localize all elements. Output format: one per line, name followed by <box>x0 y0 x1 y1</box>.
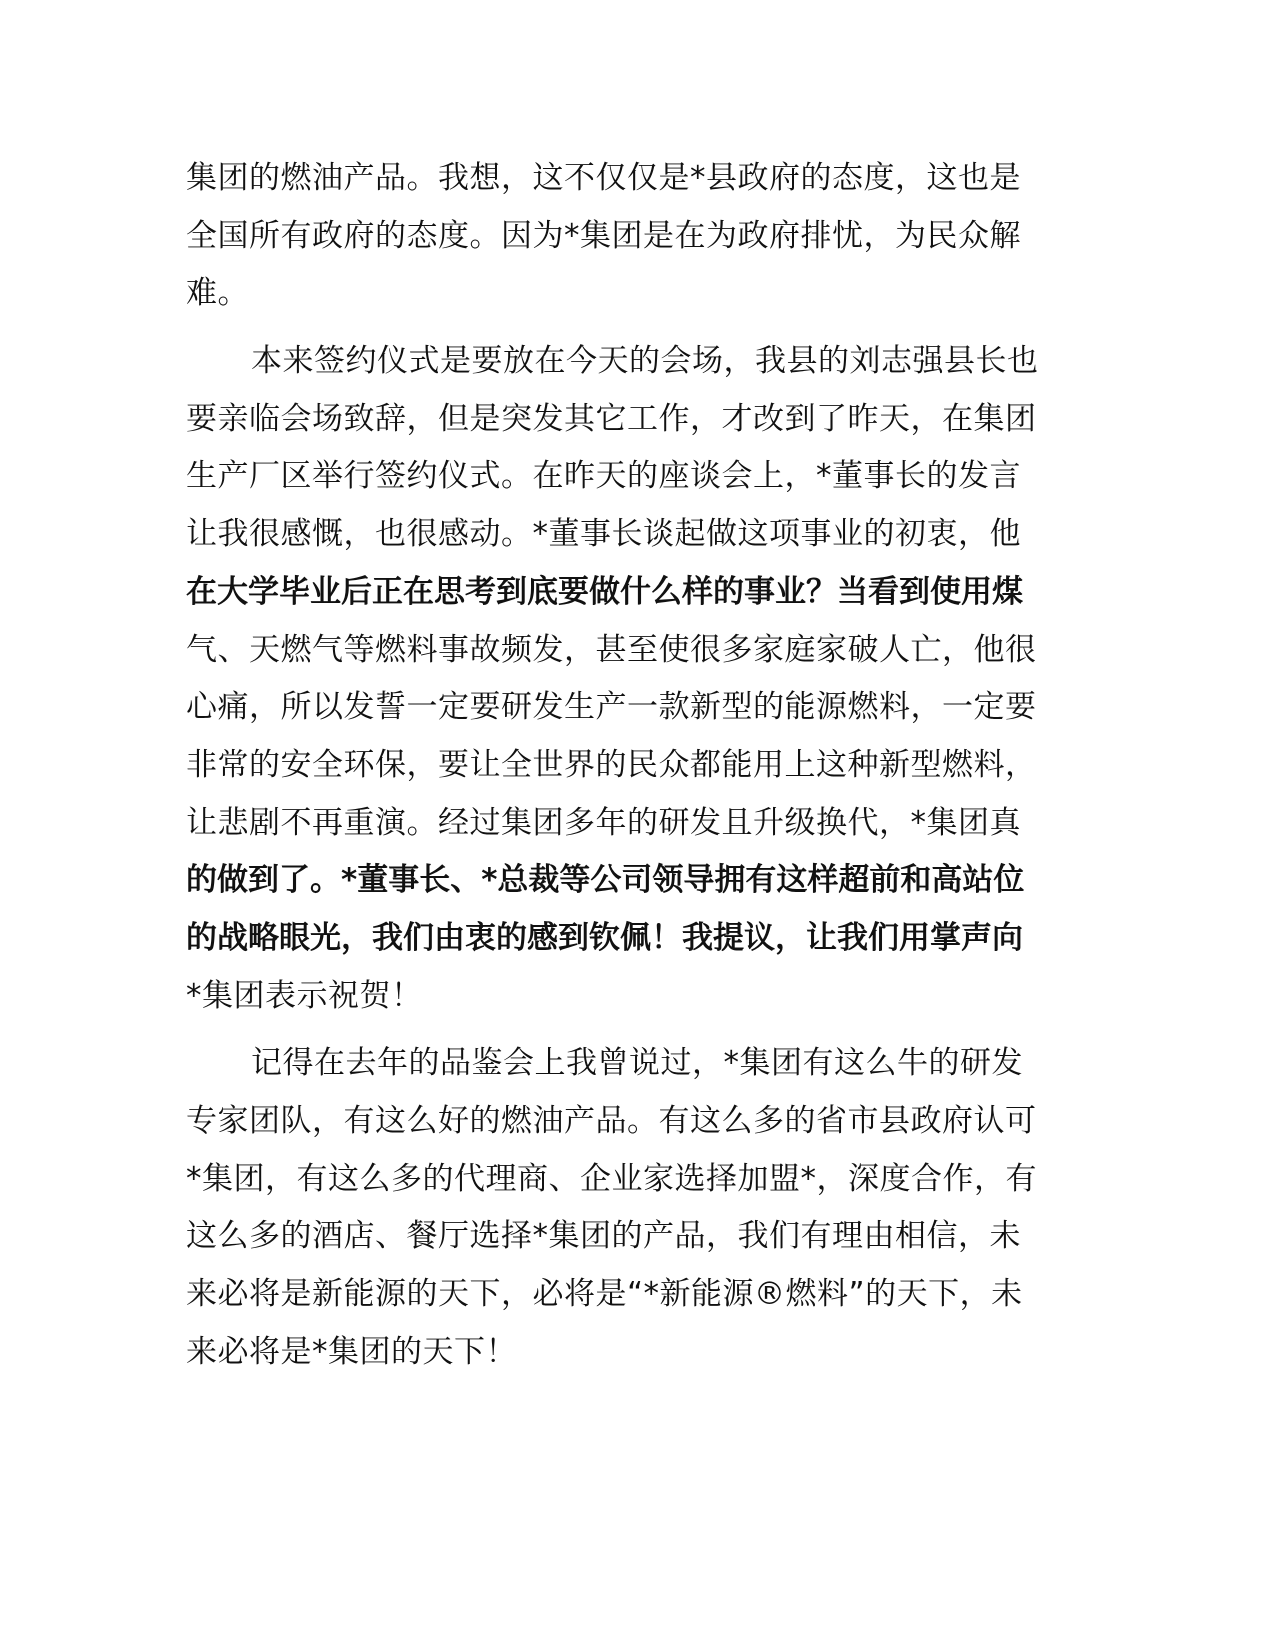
paragraph-line: 来必将是*集团的天下！ <box>186 1333 517 1370</box>
paragraph-line: *集团，有这么多的代理商、企业家选择加盟*，深度合作，有 <box>186 1160 1037 1197</box>
paragraph-line: 来必将是新能源的天下，必将是“*新能源®燃料”的天下，未 <box>186 1276 1023 1313</box>
paragraph-3 <box>186 1035 1086 1381</box>
paragraph-line: 让我很感慨，也很感动。*董事长谈起做这项事业的初衷，他 <box>186 516 1021 553</box>
paragraph-line: 心痛，所以发誓一定要研发生产一款新型的能源燃料，一定要 <box>186 689 1037 726</box>
paragraph-line: *集团表示祝贺！ <box>186 977 423 1014</box>
paragraph-line: 这么多的酒店、餐厅选择*集团的产品，我们有理由相信，未 <box>186 1218 1021 1255</box>
paragraph-line: 要亲临会场致辞，但是突发其它工作，才改到了昨天，在集团 <box>186 400 1037 437</box>
paragraph-line: 难。 <box>186 275 249 312</box>
paragraph-line: 让悲剧不再重演。经过集团多年的研发且升级换代，*集团真 <box>186 804 1021 841</box>
paragraph-line: 非常的安全环保，要让全世界的民众都能用上这种新型燃料， <box>186 746 1037 783</box>
paragraph-line: 记得在去年的品鉴会上我曾说过，*集团有这么牛的研发 <box>251 1045 1023 1082</box>
paragraph-line: 气、天燃气等燃料事故频发，甚至使很多家庭家破人亡，他很 <box>186 631 1037 668</box>
document-body <box>186 150 1086 1381</box>
paragraph-line: 的战略眼光，我们由衷的感到钦佩！我提议，让我们用掌声向 <box>186 919 1023 956</box>
paragraph-line: 专家团队，有这么好的燃油产品。有这么多的省市县政府认可 <box>186 1103 1037 1139</box>
paragraph-line: 的做到了。*董事长、*总裁等公司领导拥有这样超前和高站位 <box>186 862 1025 899</box>
paragraph-line: 本来签约仪式是要放在今天的会场，我县的刘志强县长也 <box>251 343 1039 380</box>
paragraph-line: 全国所有政府的态度。因为*集团是在为政府排忧，为民众解 <box>186 217 1021 254</box>
paragraph-1 <box>186 150 1086 323</box>
paragraph-2 <box>186 333 1086 1025</box>
paragraph-line: 在大学毕业后正在思考到底要做什么样的事业？当看到使用煤 <box>186 573 1023 610</box>
paragraph-line: 集团的燃油产品。我想，这不仅仅是*县政府的态度，这也是 <box>186 160 1021 196</box>
paragraph-line: 生产厂区举行签约仪式。在昨天的座谈会上，*董事长的发言 <box>186 458 1021 495</box>
